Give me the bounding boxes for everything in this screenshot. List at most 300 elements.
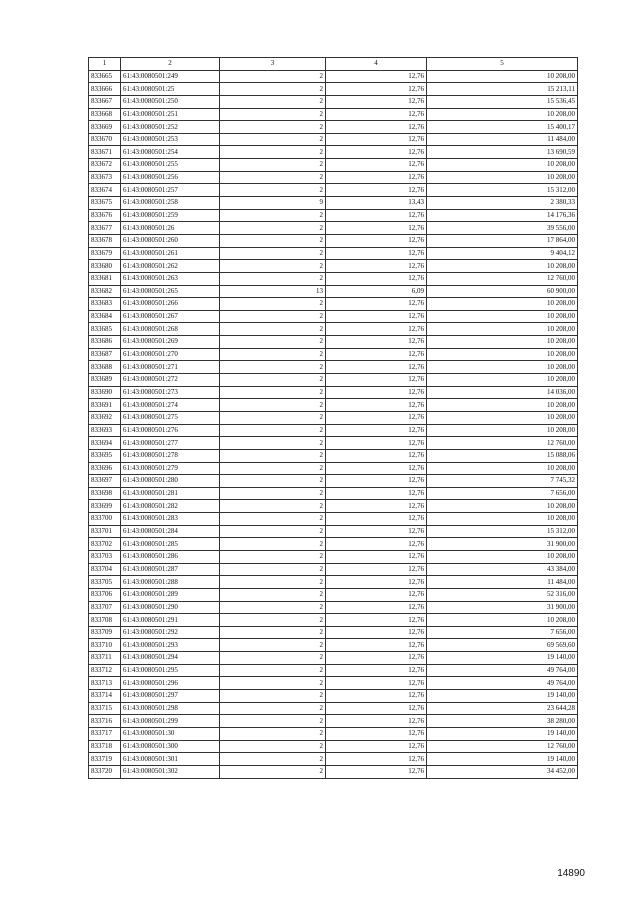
value-4-cell: 12,76: [326, 272, 427, 285]
value-5-cell: 10 208,00: [427, 70, 578, 83]
value-5-cell: 43 384,00: [427, 563, 578, 576]
table-row: [89, 487, 578, 500]
value-4-cell: 12,76: [326, 361, 427, 374]
row-number-cell: 833665: [89, 70, 121, 83]
row-number-cell: 833687: [89, 348, 121, 361]
table-row: [89, 386, 578, 399]
value-4-cell: 12,76: [326, 449, 427, 462]
table-row: [89, 550, 578, 563]
value-5-cell: 10 208,00: [427, 550, 578, 563]
cadastral-number-cell: 61:43:0080501:274: [121, 399, 220, 412]
value-5-cell: 10 208,00: [427, 298, 578, 311]
value-4-cell: 12,76: [326, 740, 427, 753]
value-4-cell: 6,09: [326, 285, 427, 298]
row-number-cell: 833680: [89, 260, 121, 273]
cadastral-number-cell: 61:43:0080501:268: [121, 323, 220, 336]
value-3-cell: 2: [220, 727, 326, 740]
row-number-cell: 833683: [89, 298, 121, 311]
value-4-cell: 12,76: [326, 83, 427, 96]
cadastral-number-cell: 61:43:0080501:283: [121, 513, 220, 526]
value-5-cell: 17 864,00: [427, 234, 578, 247]
table-row: [89, 475, 578, 488]
cadastral-number-cell: 61:43:0080501:287: [121, 563, 220, 576]
value-4-cell: 12,76: [326, 765, 427, 778]
cadastral-number-cell: 61:43:0080501:266: [121, 298, 220, 311]
value-4-cell: 12,76: [326, 702, 427, 715]
table-row: [89, 209, 578, 222]
value-5-cell: 9 404,12: [427, 247, 578, 260]
value-5-cell: 10 208,00: [427, 323, 578, 336]
table-row: [89, 260, 578, 273]
cadastral-number-cell: 61:43:0080501:250: [121, 95, 220, 108]
value-3-cell: 2: [220, 83, 326, 96]
value-4-cell: 12,76: [326, 234, 427, 247]
row-number-cell: 833698: [89, 487, 121, 500]
value-5-cell: 14 176,36: [427, 209, 578, 222]
value-5-cell: 10 208,00: [427, 361, 578, 374]
row-number-cell: 833717: [89, 727, 121, 740]
table-row: [89, 272, 578, 285]
row-number-cell: 833676: [89, 209, 121, 222]
value-5-cell: 10 208,00: [427, 500, 578, 513]
cadastral-number-cell: 61:43:0080501:278: [121, 449, 220, 462]
value-3-cell: 2: [220, 753, 326, 766]
table-row: [89, 336, 578, 349]
cadastral-number-cell: 61:43:0080501:251: [121, 108, 220, 121]
value-5-cell: 10 208,00: [427, 614, 578, 627]
value-4-cell: 12,76: [326, 121, 427, 134]
value-3-cell: 2: [220, 222, 326, 235]
value-3-cell: 2: [220, 538, 326, 551]
table-row: [89, 310, 578, 323]
value-4-cell: 12,76: [326, 639, 427, 652]
value-5-cell: 10 208,00: [427, 411, 578, 424]
table-row: [89, 437, 578, 450]
row-number-cell: 833666: [89, 83, 121, 96]
value-3-cell: 2: [220, 702, 326, 715]
value-5-cell: 10 208,00: [427, 159, 578, 172]
value-4-cell: 12,76: [326, 95, 427, 108]
value-4-cell: 12,76: [326, 336, 427, 349]
cadastral-number-cell: 61:43:0080501:277: [121, 437, 220, 450]
value-3-cell: 2: [220, 386, 326, 399]
row-number-cell: 833690: [89, 386, 121, 399]
value-4-cell: 12,76: [326, 247, 427, 260]
value-5-cell: 15 400,17: [427, 121, 578, 134]
table-row: [89, 108, 578, 121]
table-header: [89, 58, 578, 71]
cadastral-number-cell: 61:43:0080501:286: [121, 550, 220, 563]
table-row: [89, 285, 578, 298]
cadastral-number-cell: 61:43:0080501:270: [121, 348, 220, 361]
table-row: [89, 639, 578, 652]
table-row: [89, 563, 578, 576]
table-row: [89, 298, 578, 311]
value-3-cell: 2: [220, 323, 326, 336]
value-3-cell: 2: [220, 639, 326, 652]
value-5-cell: 7 656,00: [427, 487, 578, 500]
value-5-cell: 15 213,11: [427, 83, 578, 96]
value-3-cell: 2: [220, 765, 326, 778]
row-number-cell: 833677: [89, 222, 121, 235]
table-row: [89, 576, 578, 589]
row-number-cell: 833672: [89, 159, 121, 172]
value-3-cell: 2: [220, 159, 326, 172]
table-row: [89, 399, 578, 412]
value-5-cell: 31 900,00: [427, 601, 578, 614]
cadastral-number-cell: 61:43:0080501:25: [121, 83, 220, 96]
table-row: [89, 614, 578, 627]
cadastral-number-cell: 61:43:0080501:281: [121, 487, 220, 500]
row-number-cell: 833675: [89, 197, 121, 210]
value-4-cell: 12,76: [326, 753, 427, 766]
table-row: [89, 184, 578, 197]
cadastral-number-cell: 61:43:0080501:294: [121, 652, 220, 665]
value-5-cell: 13 690,59: [427, 146, 578, 159]
value-3-cell: 2: [220, 108, 326, 121]
value-3-cell: 2: [220, 411, 326, 424]
value-5-cell: 15 312,00: [427, 184, 578, 197]
table-row: [89, 348, 578, 361]
row-number-cell: 833697: [89, 475, 121, 488]
value-3-cell: 2: [220, 361, 326, 374]
row-number-cell: 833691: [89, 399, 121, 412]
row-number-cell: 833713: [89, 677, 121, 690]
value-5-cell: 15 536,45: [427, 95, 578, 108]
value-5-cell: 49 764,00: [427, 677, 578, 690]
row-number-cell: 833693: [89, 424, 121, 437]
cadastral-number-cell: 61:43:0080501:261: [121, 247, 220, 260]
value-3-cell: 9: [220, 197, 326, 210]
value-5-cell: 19 140,00: [427, 727, 578, 740]
row-number-cell: 833668: [89, 108, 121, 121]
cadastral-number-cell: 61:43:0080501:272: [121, 374, 220, 387]
table-row: [89, 702, 578, 715]
row-number-cell: 833682: [89, 285, 121, 298]
cadastral-number-cell: 61:43:0080501:267: [121, 310, 220, 323]
value-3-cell: 2: [220, 550, 326, 563]
row-number-cell: 833720: [89, 765, 121, 778]
cadastral-number-cell: 61:43:0080501:269: [121, 336, 220, 349]
cadastral-number-cell: 61:43:0080501:273: [121, 386, 220, 399]
row-number-cell: 833679: [89, 247, 121, 260]
value-3-cell: 2: [220, 626, 326, 639]
value-3-cell: 2: [220, 184, 326, 197]
cadastral-number-cell: 61:43:0080501:290: [121, 601, 220, 614]
value-5-cell: 12 760,00: [427, 272, 578, 285]
value-4-cell: 12,76: [326, 601, 427, 614]
value-4-cell: 12,76: [326, 209, 427, 222]
value-5-cell: 39 556,00: [427, 222, 578, 235]
row-number-cell: 833719: [89, 753, 121, 766]
value-5-cell: 60 900,00: [427, 285, 578, 298]
row-number-cell: 833696: [89, 462, 121, 475]
column-header-3: 3: [220, 58, 326, 71]
value-5-cell: 7 745,32: [427, 475, 578, 488]
column-header-5: 5: [427, 58, 578, 71]
value-4-cell: 12,76: [326, 184, 427, 197]
table-row: [89, 171, 578, 184]
table-row: [89, 525, 578, 538]
table-row: [89, 159, 578, 172]
value-5-cell: 34 452,00: [427, 765, 578, 778]
value-3-cell: 2: [220, 563, 326, 576]
row-number-cell: 833706: [89, 588, 121, 601]
table-body: [89, 70, 578, 778]
value-5-cell: 15 312,00: [427, 525, 578, 538]
row-number-cell: 833712: [89, 664, 121, 677]
value-3-cell: 2: [220, 449, 326, 462]
table-row: [89, 513, 578, 526]
value-4-cell: 12,76: [326, 727, 427, 740]
row-number-cell: 833702: [89, 538, 121, 551]
value-4-cell: 12,76: [326, 525, 427, 538]
value-3-cell: 2: [220, 576, 326, 589]
row-number-cell: 833678: [89, 234, 121, 247]
cadastral-number-cell: 61:43:0080501:249: [121, 70, 220, 83]
cadastral-number-cell: 61:43:0080501:300: [121, 740, 220, 753]
row-number-cell: 833689: [89, 374, 121, 387]
value-5-cell: 10 208,00: [427, 171, 578, 184]
row-number-cell: 833705: [89, 576, 121, 589]
value-3-cell: 2: [220, 171, 326, 184]
table-row: [89, 690, 578, 703]
row-number-cell: 833686: [89, 336, 121, 349]
row-number-cell: 833714: [89, 690, 121, 703]
value-5-cell: 11 484,00: [427, 576, 578, 589]
value-4-cell: 12,76: [326, 475, 427, 488]
cadastral-number-cell: 61:43:0080501:26: [121, 222, 220, 235]
table-row: [89, 361, 578, 374]
value-5-cell: 14 036,00: [427, 386, 578, 399]
table-row: [89, 449, 578, 462]
value-5-cell: 10 208,00: [427, 399, 578, 412]
value-5-cell: 49 764,00: [427, 664, 578, 677]
value-4-cell: 12,76: [326, 146, 427, 159]
value-4-cell: 12,76: [326, 260, 427, 273]
cadastral-number-cell: 61:43:0080501:297: [121, 690, 220, 703]
cadastral-number-cell: 61:43:0080501:289: [121, 588, 220, 601]
cadastral-number-cell: 61:43:0080501:301: [121, 753, 220, 766]
value-3-cell: 2: [220, 272, 326, 285]
value-3-cell: 2: [220, 715, 326, 728]
value-4-cell: 12,76: [326, 348, 427, 361]
row-number-cell: 833669: [89, 121, 121, 134]
value-5-cell: 19 140,00: [427, 652, 578, 665]
value-3-cell: 2: [220, 70, 326, 83]
row-number-cell: 833695: [89, 449, 121, 462]
row-number-cell: 833673: [89, 171, 121, 184]
value-4-cell: 12,76: [326, 159, 427, 172]
value-4-cell: 12,76: [326, 222, 427, 235]
value-5-cell: 10 208,00: [427, 108, 578, 121]
table-row: [89, 247, 578, 260]
row-number-cell: 833708: [89, 614, 121, 627]
cadastral-number-cell: 61:43:0080501:284: [121, 525, 220, 538]
column-header-2: 2: [121, 58, 220, 71]
value-4-cell: 12,76: [326, 614, 427, 627]
value-4-cell: 12,76: [326, 133, 427, 146]
value-4-cell: 12,76: [326, 652, 427, 665]
row-number-cell: 833703: [89, 550, 121, 563]
value-5-cell: 10 208,00: [427, 424, 578, 437]
value-3-cell: 2: [220, 462, 326, 475]
row-number-cell: 833701: [89, 525, 121, 538]
row-number-cell: 833674: [89, 184, 121, 197]
table-row: [89, 133, 578, 146]
value-3-cell: 2: [220, 740, 326, 753]
value-3-cell: 2: [220, 310, 326, 323]
value-4-cell: 12,76: [326, 70, 427, 83]
cadastral-number-cell: 61:43:0080501:257: [121, 184, 220, 197]
value-4-cell: 12,76: [326, 690, 427, 703]
value-3-cell: 2: [220, 121, 326, 134]
value-5-cell: 38 280,00: [427, 715, 578, 728]
cadastral-number-cell: 61:43:0080501:288: [121, 576, 220, 589]
row-number-cell: 833671: [89, 146, 121, 159]
value-3-cell: 2: [220, 500, 326, 513]
table-row: [89, 740, 578, 753]
value-5-cell: 11 484,00: [427, 133, 578, 146]
value-3-cell: 2: [220, 247, 326, 260]
table-row: [89, 538, 578, 551]
value-5-cell: 10 208,00: [427, 462, 578, 475]
value-4-cell: 12,76: [326, 374, 427, 387]
value-3-cell: 2: [220, 298, 326, 311]
value-3-cell: 2: [220, 146, 326, 159]
table-row: [89, 146, 578, 159]
value-4-cell: 12,76: [326, 424, 427, 437]
table-row: [89, 83, 578, 96]
value-5-cell: 10 208,00: [427, 348, 578, 361]
value-3-cell: 2: [220, 525, 326, 538]
table-row: [89, 374, 578, 387]
row-number-cell: 833711: [89, 652, 121, 665]
table-row: [89, 715, 578, 728]
value-3-cell: 13: [220, 285, 326, 298]
row-number-cell: 833709: [89, 626, 121, 639]
table-row: [89, 197, 578, 210]
value-3-cell: 2: [220, 475, 326, 488]
value-4-cell: 12,76: [326, 550, 427, 563]
row-number-cell: 833684: [89, 310, 121, 323]
value-3-cell: 2: [220, 399, 326, 412]
value-5-cell: 31 900,00: [427, 538, 578, 551]
cadastral-number-cell: 61:43:0080501:298: [121, 702, 220, 715]
cadastral-number-cell: 61:43:0080501:280: [121, 475, 220, 488]
value-3-cell: 2: [220, 588, 326, 601]
column-header-4: 4: [326, 58, 427, 71]
table-row: [89, 753, 578, 766]
value-4-cell: 12,76: [326, 677, 427, 690]
cadastral-number-cell: 61:43:0080501:296: [121, 677, 220, 690]
table-row: [89, 588, 578, 601]
cadastral-number-cell: 61:43:0080501:254: [121, 146, 220, 159]
row-number-cell: 833688: [89, 361, 121, 374]
table-row: [89, 626, 578, 639]
cadastral-number-cell: 61:43:0080501:252: [121, 121, 220, 134]
value-4-cell: 12,76: [326, 462, 427, 475]
header-row: [89, 58, 578, 71]
value-5-cell: 23 644,28: [427, 702, 578, 715]
row-number-cell: 833685: [89, 323, 121, 336]
table-row: [89, 727, 578, 740]
value-5-cell: 10 208,00: [427, 310, 578, 323]
value-4-cell: 12,76: [326, 500, 427, 513]
value-3-cell: 2: [220, 209, 326, 222]
column-header-1: 1: [89, 58, 121, 71]
value-3-cell: 2: [220, 234, 326, 247]
value-4-cell: 12,76: [326, 298, 427, 311]
cadastral-number-cell: 61:43:0080501:30: [121, 727, 220, 740]
table-row: [89, 652, 578, 665]
table-row: [89, 70, 578, 83]
value-3-cell: 2: [220, 95, 326, 108]
value-3-cell: 2: [220, 424, 326, 437]
value-4-cell: 12,76: [326, 588, 427, 601]
value-4-cell: 12,76: [326, 563, 427, 576]
row-number-cell: 833718: [89, 740, 121, 753]
row-number-cell: 833694: [89, 437, 121, 450]
value-3-cell: 2: [220, 614, 326, 627]
value-4-cell: 12,76: [326, 386, 427, 399]
value-3-cell: 2: [220, 374, 326, 387]
value-3-cell: 2: [220, 437, 326, 450]
value-4-cell: 12,76: [326, 323, 427, 336]
row-number-cell: 833667: [89, 95, 121, 108]
table-row: [89, 677, 578, 690]
data-table: [88, 57, 578, 779]
cadastral-number-cell: 61:43:0080501:291: [121, 614, 220, 627]
value-5-cell: 19 140,00: [427, 753, 578, 766]
table-row: [89, 601, 578, 614]
value-3-cell: 2: [220, 601, 326, 614]
cadastral-number-cell: 61:43:0080501:258: [121, 197, 220, 210]
value-4-cell: 12,76: [326, 310, 427, 323]
table-row: [89, 765, 578, 778]
value-3-cell: 2: [220, 487, 326, 500]
value-4-cell: 12,76: [326, 715, 427, 728]
value-5-cell: 2 380,33: [427, 197, 578, 210]
cadastral-number-cell: 61:43:0080501:285: [121, 538, 220, 551]
row-number-cell: 833715: [89, 702, 121, 715]
table-row: [89, 664, 578, 677]
cadastral-number-cell: 61:43:0080501:302: [121, 765, 220, 778]
value-5-cell: 19 140,00: [427, 690, 578, 703]
value-4-cell: 12,76: [326, 513, 427, 526]
value-5-cell: 10 208,00: [427, 336, 578, 349]
cadastral-number-cell: 61:43:0080501:262: [121, 260, 220, 273]
value-5-cell: 69 569,60: [427, 639, 578, 652]
value-3-cell: 2: [220, 513, 326, 526]
cadastral-number-cell: 61:43:0080501:265: [121, 285, 220, 298]
cadastral-number-cell: 61:43:0080501:275: [121, 411, 220, 424]
value-3-cell: 2: [220, 260, 326, 273]
cadastral-number-cell: 61:43:0080501:293: [121, 639, 220, 652]
value-3-cell: 2: [220, 652, 326, 665]
value-5-cell: 12 760,00: [427, 437, 578, 450]
table-row: [89, 500, 578, 513]
row-number-cell: 833716: [89, 715, 121, 728]
value-5-cell: 10 208,00: [427, 374, 578, 387]
cadastral-number-cell: 61:43:0080501:279: [121, 462, 220, 475]
value-4-cell: 13,43: [326, 197, 427, 210]
cadastral-number-cell: 61:43:0080501:259: [121, 209, 220, 222]
table-row: [89, 234, 578, 247]
cadastral-number-cell: 61:43:0080501:299: [121, 715, 220, 728]
value-5-cell: 10 208,00: [427, 513, 578, 526]
cadastral-number-cell: 61:43:0080501:292: [121, 626, 220, 639]
